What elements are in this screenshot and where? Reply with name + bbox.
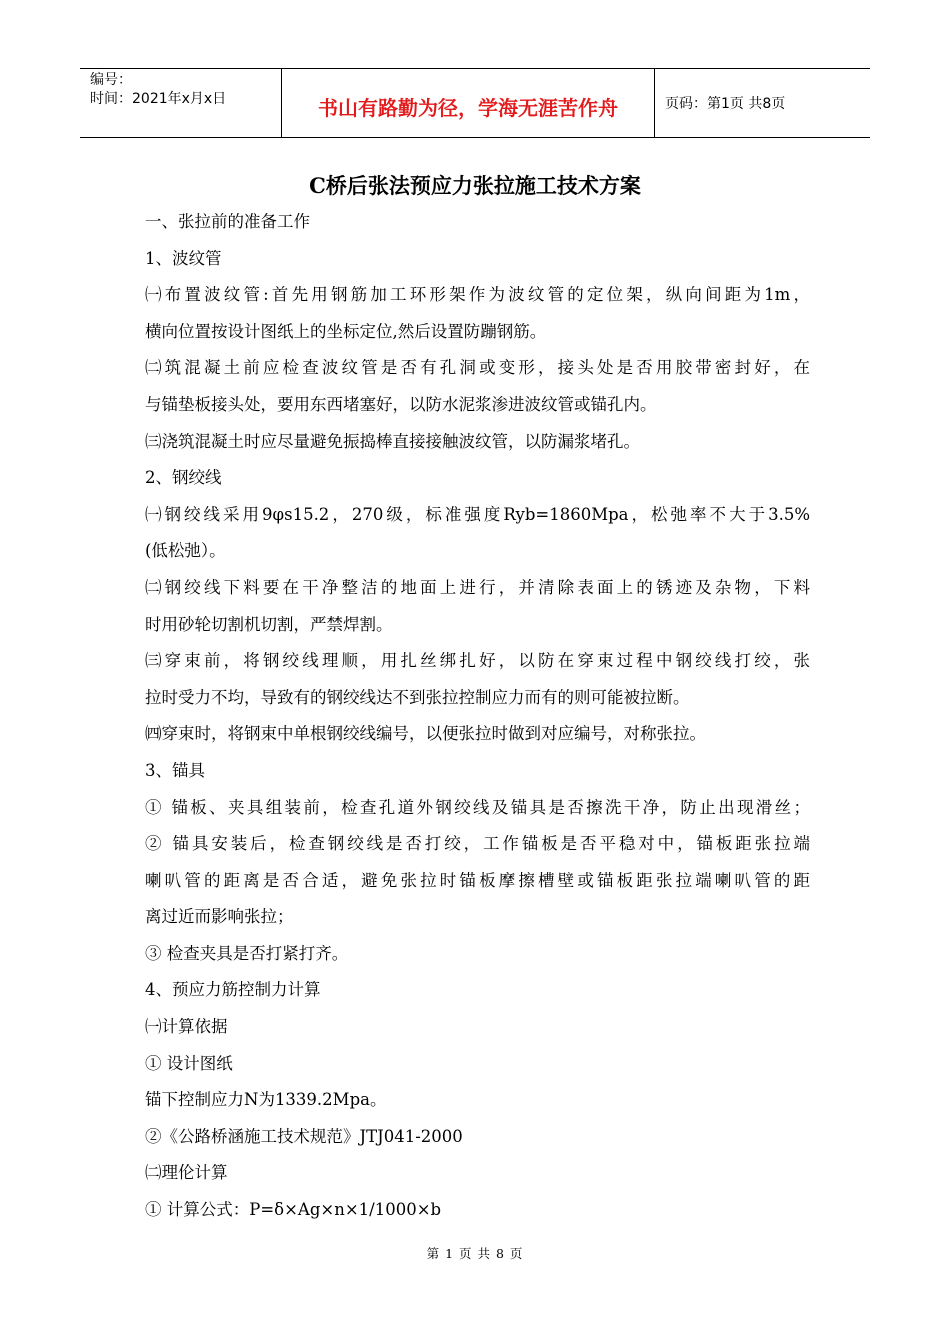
paragraph-line: ① 锚板、夹具组装前，检查孔道外钢绞线及锚具是否擦洗干净，防止出现滑丝； bbox=[145, 797, 810, 817]
subsection-heading: 1、波纹管 bbox=[145, 248, 222, 268]
document-date-label: 时间：2021年x月x日 bbox=[90, 91, 227, 107]
paragraph-line: ① 计算公式：P=δ×Ag×n×1/1000×b bbox=[145, 1200, 442, 1220]
paragraph-line: ③ 检查夹具是否打紧打齐。 bbox=[145, 943, 349, 963]
subsection-heading: 3、锚具 bbox=[145, 760, 205, 780]
paragraph-line: ㈢穿束前，将钢绞线理顺，用扎丝绑扎好，以防在穿束过程中钢绞线打绞，张 bbox=[145, 651, 810, 671]
paragraph-line: 离过近而影响张拉； bbox=[145, 907, 294, 927]
paragraph-line: (低松弛）。 bbox=[145, 541, 226, 561]
paragraph-line: 喇叭管的距离是否合适，避免张拉时锚板摩擦槽壁或锚板距张拉端喇叭管的距 bbox=[145, 870, 810, 890]
paragraph-line: ㈡钢绞线下料要在干净整洁的地面上进行，并清除表面上的锈迹及杂物，下料 bbox=[145, 577, 810, 597]
paragraph-line: 与锚垫板接头处，要用东西堵塞好，以防水泥浆渗进波纹管或锚孔内。 bbox=[145, 394, 657, 414]
paragraph-line: ②《公路桥涵施工技术规范》JTJ041-2000 bbox=[145, 1126, 463, 1146]
paragraph-line: 时用砂轮切割机切割，严禁焊割。 bbox=[145, 614, 393, 634]
page-footer: 第 1 页 共 8 页 bbox=[426, 1246, 524, 1261]
paragraph-line: ㈠布置波纹管:首先用钢筋加工环形架作为波纹管的定位架，纵向间距为1m， bbox=[145, 285, 810, 305]
paragraph-line: 锚下控制应力N为1339.2Mpa。 bbox=[145, 1090, 387, 1110]
page-header bbox=[80, 68, 870, 138]
subsection-heading: 4、预应力筋控制力计算 bbox=[145, 980, 321, 1000]
paragraph-line: 横向位置按设计图纸上的坐标定位,然后设置防蹦钢筋。 bbox=[145, 321, 547, 341]
paragraph-line: ① 设计图纸 bbox=[145, 1053, 233, 1073]
paragraph-line: 拉时受力不均，导致有的钢绞线达不到张拉控制应力而有的则可能被拉断。 bbox=[145, 687, 690, 707]
paragraph-line: ㈢浇筑混凝土时应尽量避免振捣棒直接接触波纹管，以防漏浆堵孔。 bbox=[145, 431, 640, 451]
header-page-indicator: 页码：第1页 共8页 bbox=[665, 96, 786, 112]
header-info bbox=[80, 69, 281, 137]
subsection-heading: 2、钢绞线 bbox=[145, 468, 222, 488]
section-heading: 一、张拉前的准备工作 bbox=[145, 212, 310, 231]
document-body bbox=[145, 204, 810, 1229]
header-motto: 书山有路勤为径，学海无涯苦作舟 bbox=[281, 69, 655, 137]
document-number-label: 编号： bbox=[90, 72, 132, 88]
paragraph-line: ㈣穿束时，将钢束中单根钢绞线编号，以便张拉时做到对应编号，对称张拉。 bbox=[145, 724, 706, 744]
document-title: C桥后张法预应力张拉施工技术方案 bbox=[309, 173, 641, 198]
paragraph-line: ② 锚具安装后，检查钢绞线是否打绞，工作锚板是否平稳对中，锚板距张拉端 bbox=[145, 834, 810, 854]
paragraph-line: ㈡筑混凝土前应检查波纹管是否有孔洞或变形，接头处是否用胶带密封好，在 bbox=[145, 358, 810, 378]
paragraph-line: ㈠钢绞线采用9φs15.2，270级，标准强度Ryb=1860Mpa，松弛率不大于3.5% bbox=[145, 504, 810, 524]
paragraph-line: ㈡理伦计算 bbox=[145, 1163, 228, 1183]
paragraph-line: ㈠计算依据 bbox=[145, 1017, 228, 1037]
